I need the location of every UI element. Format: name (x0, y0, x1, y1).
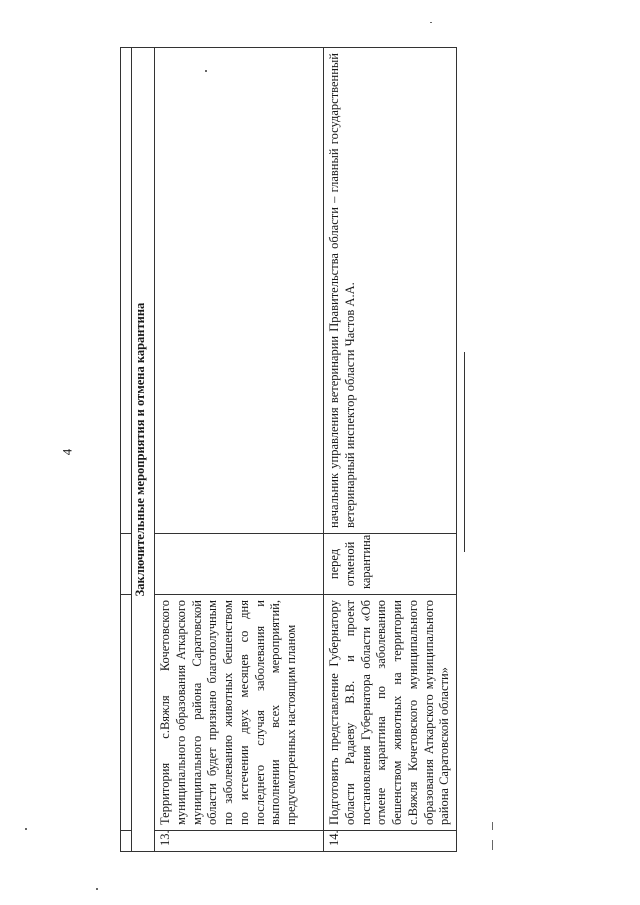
table-row (155, 48, 324, 852)
signature-line (464, 352, 465, 552)
header-cell (121, 48, 132, 534)
scan-speck (492, 840, 493, 850)
row-term (155, 534, 324, 595)
scan-speck (430, 22, 432, 23)
header-cell (121, 831, 132, 852)
scan-speck (25, 828, 27, 830)
scan-speck (96, 888, 98, 890)
header-cell (121, 595, 132, 831)
scan-speck (205, 70, 207, 72)
row-responsible: начальник управления ветеринарии Правительства области – главный государственный ветеринарный инспектор области Частов А.А. (324, 48, 457, 534)
page-number: 4 (59, 448, 75, 456)
table-row (324, 48, 457, 852)
row-number: 14. (324, 831, 457, 852)
measures-table (120, 47, 457, 852)
row-task: Подготовить представление Губернатору области Радаеву В.В. и проект постановления Губернатора области «Об отмене карантина по заболеванию бешенством животных на территории с.Вяжля Кочетовского муниципального образования Аткарского муниципального района Саратовской области» (324, 595, 457, 831)
scan-speck (492, 822, 493, 830)
header-cell (121, 534, 132, 595)
section-title: Заключительные мероприятия и отмена карантина (132, 48, 155, 852)
table-header-strip (121, 48, 132, 852)
row-responsible (155, 48, 324, 534)
row-number: 13. (155, 831, 324, 852)
row-task: Территория с.Вяжля Кочетовского муниципального образования Аткарского муниципального района Саратовской области будет признано благополучным по заболеванию животных бешенством по истечении двух месяцев со дня последнего случая заболевания и выполнении всех мероприятий, предусмотренных настоящим планом (155, 595, 324, 831)
row-term: перед отменой карантина (324, 534, 457, 595)
section-row (132, 48, 155, 852)
